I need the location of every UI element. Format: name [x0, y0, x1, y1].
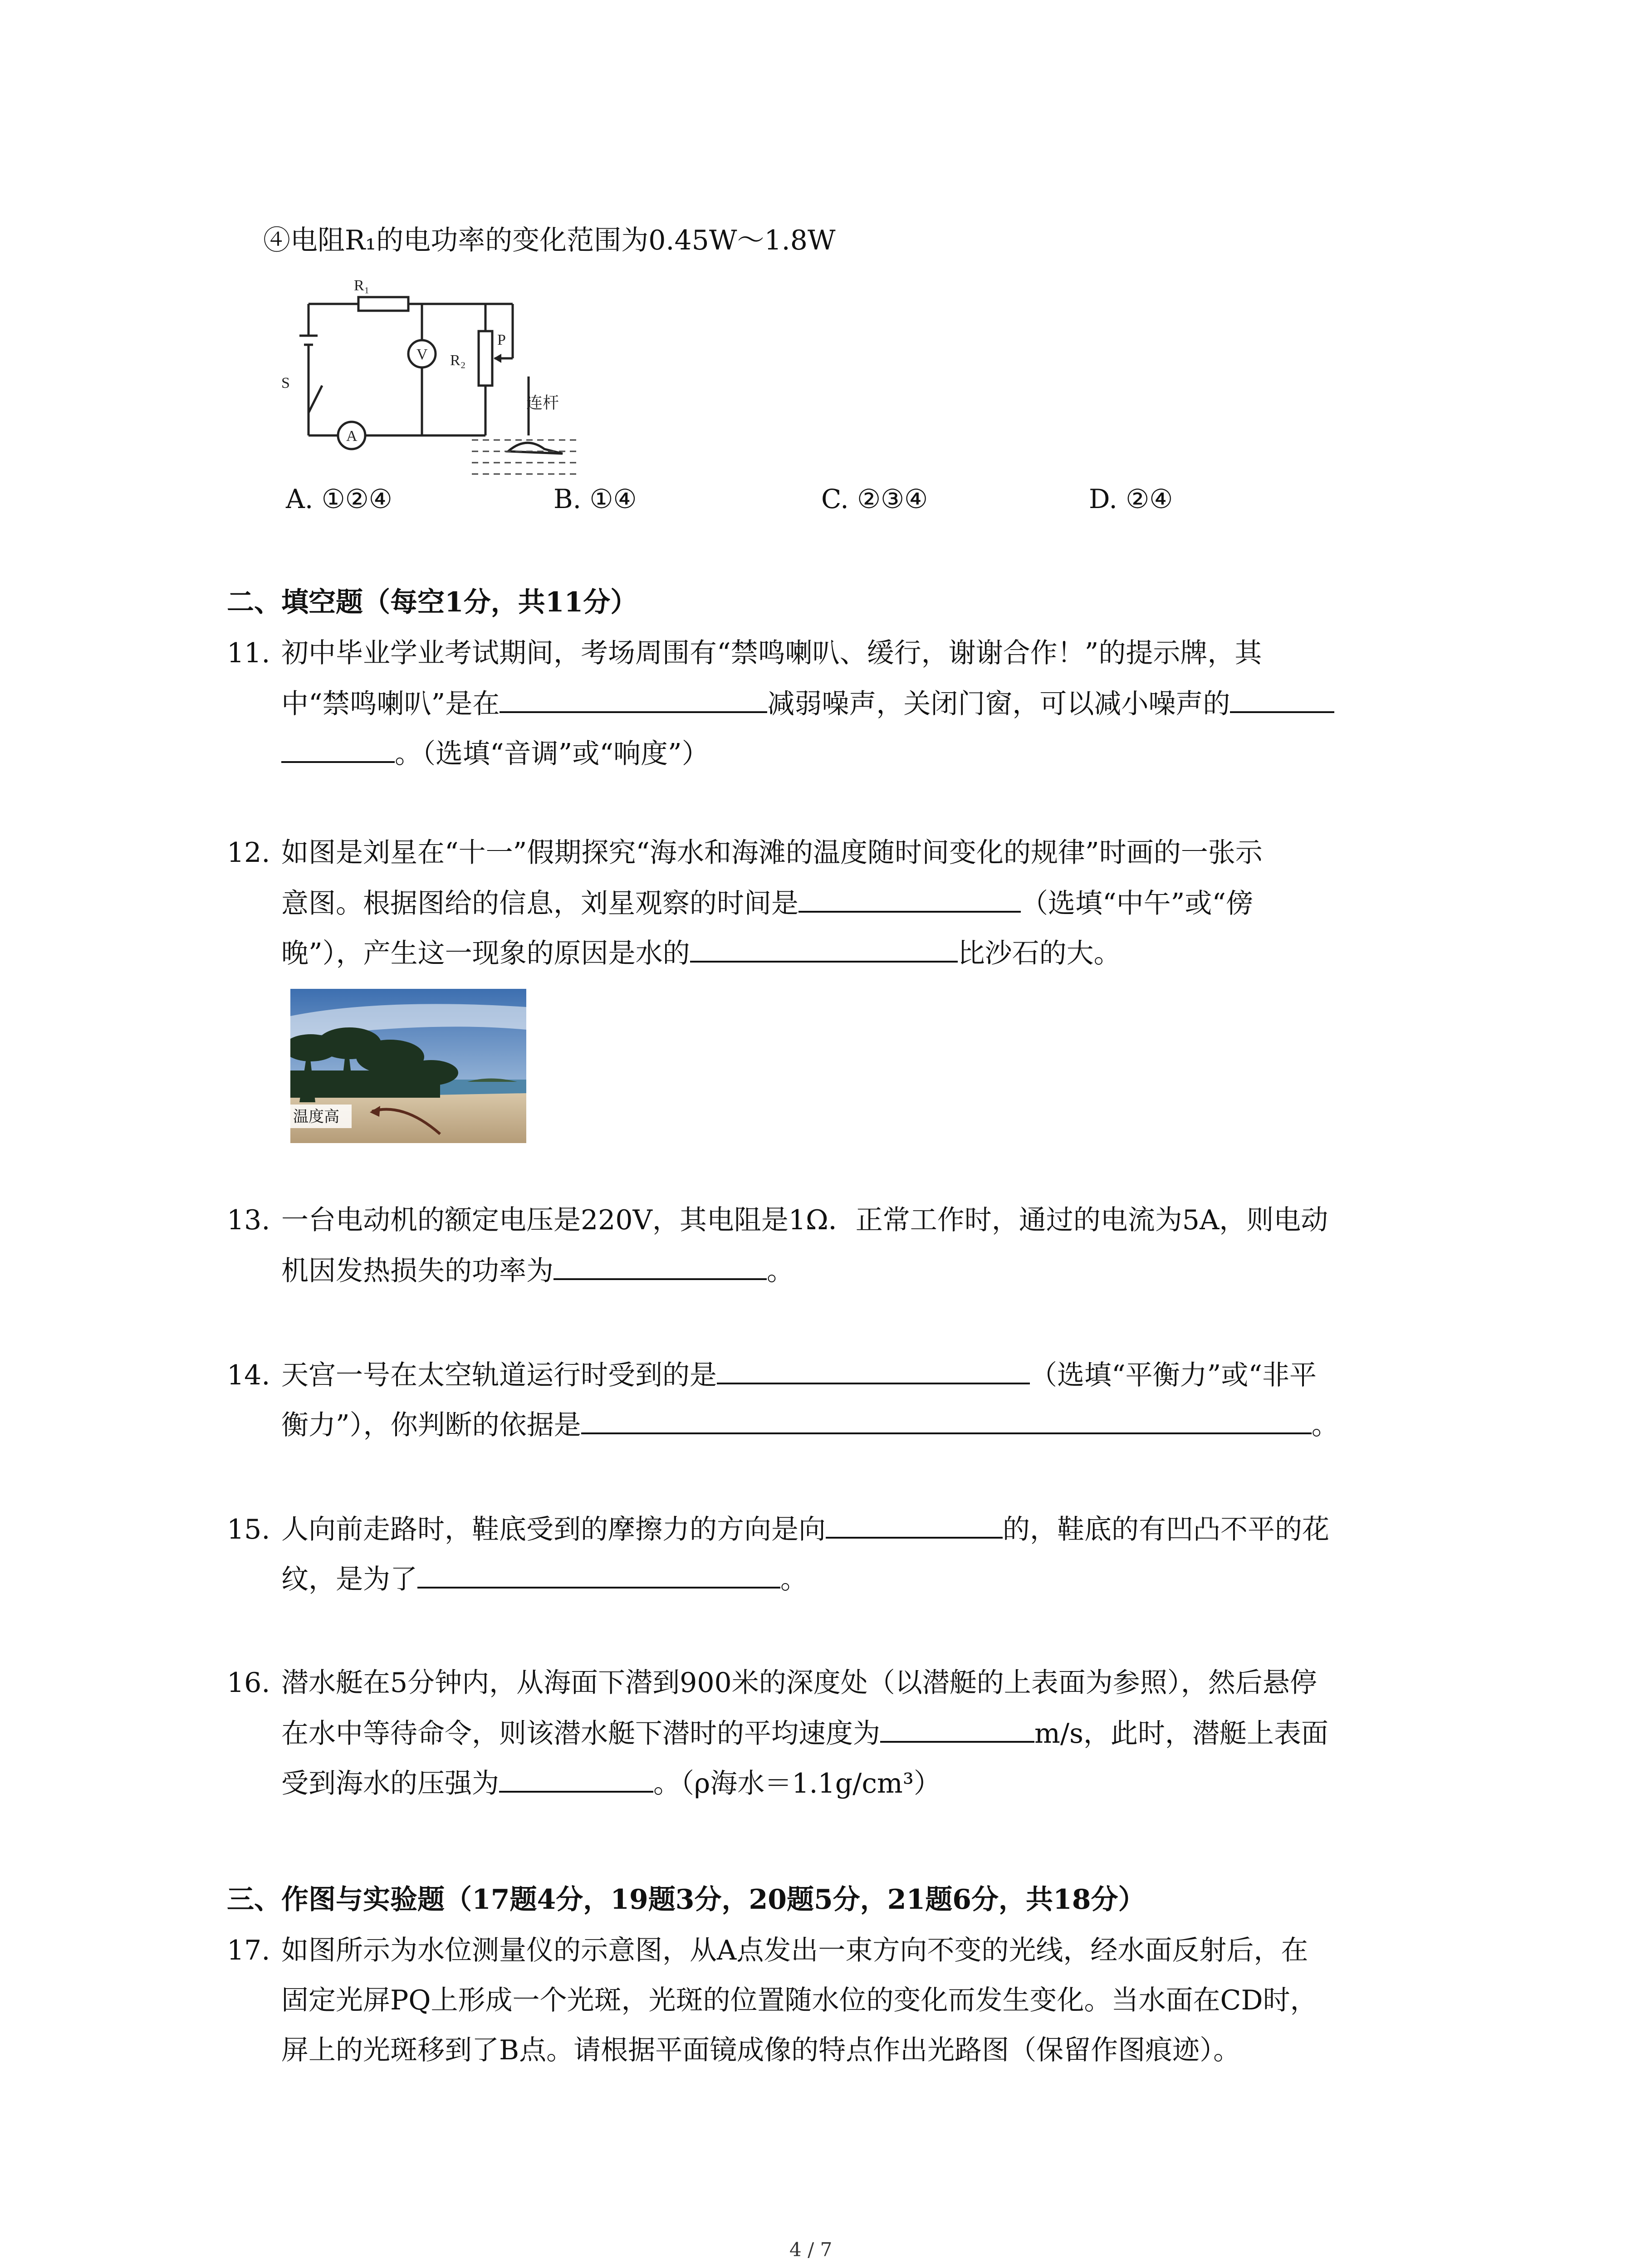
q16-blank2[interactable]	[499, 1765, 653, 1793]
image-label: 温度高	[293, 1108, 339, 1126]
q16-text2a: 在水中等待命令，则该潜水艇下潜时的平均速度为	[281, 1718, 880, 1750]
page-number: 4 / 7	[789, 2239, 833, 2261]
q16-number: 16.	[227, 1667, 270, 1699]
q11-text2a: 中“禁鸣喇叭”是在	[281, 688, 500, 720]
q13-text1: 一台电动机的额定电压是220V，其电阻是1Ω．正常工作时，通过的电流为5A，则电动	[281, 1204, 1328, 1236]
q11-text2b: 减弱噪声，关闭门窗，可以减小噪声的	[767, 688, 1230, 720]
q11-line1	[227, 635, 1262, 671]
q15-blank2[interactable]	[417, 1560, 780, 1589]
q11-line3	[281, 735, 709, 772]
label-a: A	[346, 428, 358, 445]
q11-blank2a[interactable]	[1230, 685, 1334, 713]
q16-text3b: 。（ρ海水＝1.1g/cm³）	[653, 1768, 941, 1799]
q13-text2a: 机因发热损失的功率为	[281, 1255, 554, 1287]
q15-text2b: 。	[780, 1564, 808, 1595]
option-c[interactable]: C. ②③④	[821, 484, 928, 514]
q16-line3	[281, 1765, 941, 1802]
q14-line2	[281, 1406, 1339, 1443]
q12-line2	[281, 885, 1253, 922]
label-rod: 连杆	[526, 394, 559, 412]
q12-text3a: 晚”），产生这一现象的原因是水的	[281, 938, 690, 969]
q11-blank2b[interactable]	[281, 735, 395, 763]
option-b[interactable]: B. ①④	[554, 484, 637, 514]
q11-blank1[interactable]	[500, 685, 767, 713]
q16-line1	[227, 1665, 1317, 1701]
q16-line2	[281, 1715, 1328, 1752]
circuit-diagram	[281, 272, 599, 481]
q12-text3b: 比沙石的大。	[957, 938, 1121, 969]
q14-blank2[interactable]	[581, 1406, 1312, 1434]
q12-text1: 如图是刘星在“十一”假期探究“海水和海滩的温度随时间变化的规律”时画的一张示	[281, 837, 1263, 869]
label-v: V	[416, 346, 428, 363]
label-p: P	[497, 332, 506, 348]
q17-text1: 如图所示为水位测量仪的示意图，从A点发出一束方向不变的光线，经水面反射后，在	[281, 1935, 1308, 1966]
option-d[interactable]: D. ②④	[1089, 484, 1173, 514]
label-r2: R₂	[450, 352, 466, 369]
q12-blank1[interactable]	[798, 885, 1021, 913]
q13-blank[interactable]	[554, 1252, 767, 1280]
q14-blank1[interactable]	[717, 1356, 1030, 1384]
q16-text3a: 受到海水的压强为	[281, 1768, 499, 1799]
q11-number: 11.	[227, 637, 270, 669]
q15-line1	[227, 1510, 1329, 1548]
section2-title: 二、填空题（每空1分，共11分）	[227, 587, 638, 618]
q13-text2b: 。	[767, 1255, 794, 1287]
q16-text2b: m/s，此时，潜艇上表面	[1034, 1718, 1328, 1750]
q12-blank2[interactable]	[690, 934, 958, 963]
q12-number: 12.	[227, 837, 270, 869]
beach-image	[290, 989, 526, 1143]
q17-line1	[227, 1932, 1308, 1969]
q17-line3: 屏上的光斑移到了B点。请根据平面镜成像的特点作出光路图（保留作图痕迹）。	[281, 2034, 1241, 2066]
q14-text1b: （选填“平衡力”或“非平	[1030, 1359, 1317, 1391]
section3-title: 三、作图与实验题（17题4分，19题3分，20题5分，21题6分，共18分）	[227, 1884, 1146, 1916]
q15-text2a: 纹，是为了	[281, 1564, 417, 1595]
q14-text2b: 。	[1311, 1409, 1339, 1441]
q12-text2b: （选填“中午”或“傍	[1021, 888, 1254, 919]
q15-blank1[interactable]	[826, 1510, 1003, 1539]
q15-line2	[281, 1560, 808, 1598]
q17-line2: 固定光屏PQ上形成一个光斑，光斑的位置随水位的变化而发生变化。当水面在CD时，	[281, 1984, 1318, 2016]
q14-number: 14.	[227, 1359, 270, 1391]
q16-blank1[interactable]	[880, 1715, 1034, 1743]
q12-text2a: 意图。根据图给的信息，刘星观察的时间是	[281, 888, 798, 919]
q15-text1b: 的，鞋底的有凹凸不平的花	[1003, 1514, 1329, 1545]
q14-line1	[227, 1356, 1317, 1393]
q11-line2	[281, 685, 1334, 722]
q16-text1: 潜水艇在5分钟内，从海面下潜到900米的深度处（以潜艇的上表面为参照），然后悬停	[281, 1667, 1317, 1699]
option-a[interactable]: A. ①②④	[286, 484, 392, 514]
q17-number: 17.	[227, 1935, 270, 1966]
q14-text2a: 衡力”），你判断的依据是	[281, 1409, 581, 1441]
q12-line3	[281, 934, 1121, 972]
q13-line2	[281, 1252, 794, 1289]
q13-line1	[227, 1202, 1328, 1238]
q13-number: 13.	[227, 1204, 270, 1236]
q10-item4: ④电阻R₁的电功率的变化范围为0.45W～1.8W	[263, 225, 836, 256]
q14-text1a: 天宫一号在太空轨道运行时受到的是	[281, 1359, 717, 1391]
q15-text1a: 人向前走路时，鞋底受到的摩擦力的方向是向	[281, 1514, 826, 1545]
q12-line1	[227, 835, 1263, 871]
q11-text1: 初中毕业学业考试期间，考场周围有“禁鸣喇叭、缓行，谢谢合作！”的提示牌，其	[281, 637, 1262, 669]
label-r1: R₁	[354, 277, 370, 294]
label-s: S	[281, 375, 290, 391]
q11-text3: 。（选填“音调”或“响度”）	[395, 738, 709, 770]
q15-number: 15.	[227, 1514, 270, 1545]
